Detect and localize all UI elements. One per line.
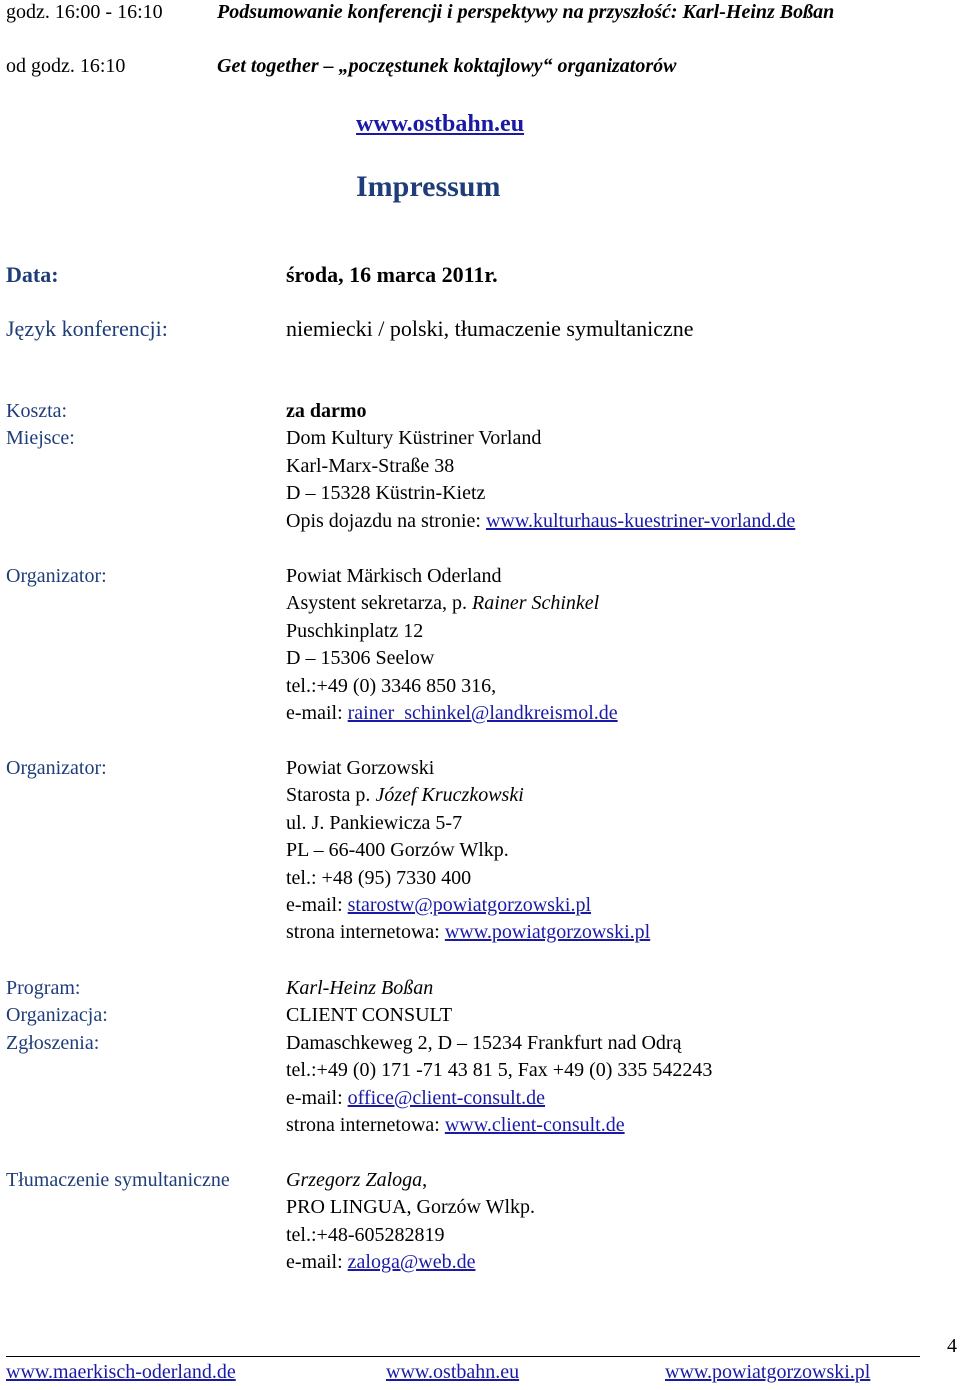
organizer1-assistant-name: Rainer Schinkel: [472, 592, 600, 615]
organizer2-email-link[interactable]: starostw@powiatgorzowski.pl: [347, 893, 592, 916]
organizer2-web-link[interactable]: www.powiatgorzowski.pl: [444, 921, 651, 944]
translation-tel: tel.:+48-605282819: [286, 1223, 445, 1246]
program-email-link[interactable]: office@client-consult.de: [347, 1086, 546, 1109]
organizer1-street: Puschkinplatz 12: [286, 619, 424, 642]
schedule-title-1: Podsumowanie konferencji i perspektywy na przyszłość: Karl-Heinz Boßan: [217, 1, 835, 23]
organizer1-city: D – 15306 Seelow: [286, 647, 435, 670]
organizer1-name: Powiat Märkisch Oderland: [286, 565, 502, 587]
kulturhaus-link[interactable]: www.kulturhaus-kuestriner-vorland.de: [485, 509, 796, 532]
footer-link-maerkisch[interactable]: www.maerkisch-oderland.de: [6, 1361, 236, 1383]
translation-email-link[interactable]: zaloga@web.de: [347, 1251, 476, 1274]
organizer1-email-line: e-mail: rainer_schinkel@landkreismol.de: [286, 701, 618, 724]
program-person: Karl-Heinz Boßan: [286, 977, 434, 999]
schedule-title-2: Get together – „poczęstunek koktajlowy“ organizatorów: [217, 55, 677, 77]
page-number: 4: [947, 1335, 957, 1357]
organizer2-name: Powiat Gorzowski: [286, 757, 435, 779]
organizacja-label: Organizacja:: [6, 1004, 108, 1027]
organizer1-assistant: Asystent sekretarza, p. Rainer Schinkel: [286, 592, 600, 615]
organizer2-email-line: e-mail: starostw@powiatgorzowski.pl: [286, 893, 592, 916]
program-web-link[interactable]: www.client-consult.de: [444, 1113, 625, 1136]
program-label: Program:: [6, 977, 81, 999]
footer-link-ostbahn[interactable]: www.ostbahn.eu: [386, 1361, 520, 1383]
venue-directions: [286, 508, 795, 535]
data-value: środa, 16 marca 2011r.: [286, 262, 498, 287]
schedule-time-1: godz. 16:00 - 16:10: [6, 1, 163, 23]
translation-label-col: [6, 1167, 230, 1194]
translation-email-line: e-mail: zaloga@web.de: [286, 1251, 476, 1274]
venue-street: Karl-Marx-Straße 38: [286, 454, 455, 477]
language-label: Język konferencji:: [6, 316, 168, 341]
organizer2-tel: tel.: +48 (95) 7330 400: [286, 866, 472, 889]
koszta-label: Koszta:: [6, 400, 68, 422]
venue-labels: [6, 398, 75, 453]
organizer2-label: Organizator:: [6, 757, 107, 779]
organizer1-block: [286, 563, 618, 727]
directions-prefix: Opis dojazdu na stronie:: [286, 509, 486, 532]
organizer2-block: [286, 755, 650, 947]
organizer1-label-col: [6, 563, 107, 590]
translation-person: Grzegorz Zaloga: [286, 1169, 423, 1191]
program-tel: tel.:+49 (0) 171 -71 43 81 5, Fax +49 (0) 335 542243: [286, 1059, 713, 1082]
footer-link-powiat[interactable]: www.powiatgorzowski.pl: [665, 1361, 871, 1383]
translation-person-line: Grzegorz Zaloga,: [286, 1169, 428, 1191]
program-label-col: [6, 975, 108, 1057]
organizer2-city: PL – 66-400 Gorzów Wlkp.: [286, 839, 509, 862]
organizer2-street: ul. J. Pankiewicza 5-7: [286, 811, 463, 834]
translation-label: Tłumaczenie symultaniczne: [6, 1169, 230, 1191]
organizer2-starosta: Starosta p. Józef Kruczkowski: [286, 784, 524, 807]
organizer2-label-col: [6, 755, 107, 782]
program-address: Damaschkeweg 2, D – 15234 Frankfurt nad Odrą: [286, 1031, 682, 1054]
organizer2-starosta-name: Józef Kruczkowski: [375, 784, 524, 807]
data-label: Data:: [6, 262, 59, 287]
translation-block: [286, 1167, 535, 1277]
venue-block: [286, 398, 795, 535]
organizer2-web-line: strona internetowa: www.powiatgorzowski.pl: [286, 921, 651, 944]
organizer1-label: Organizator:: [6, 565, 107, 587]
program-email-line: e-mail: office@client-consult.de: [286, 1086, 546, 1109]
organizer1-email-link[interactable]: rainer_schinkel@landkreismol.de: [347, 701, 618, 724]
schedule-time-2: od godz. 16:10: [6, 55, 126, 77]
venue-name: Dom Kultury Küstriner Vorland: [286, 427, 542, 450]
venue-city: D – 15328 Küstrin-Kietz: [286, 482, 486, 505]
translation-company: PRO LINGUA, Gorzów Wlkp.: [286, 1196, 536, 1219]
program-company: CLIENT CONSULT: [286, 1004, 453, 1027]
zgloszenia-label: Zgłoszenia:: [6, 1031, 100, 1054]
program-web-line: strona internetowa: www.client-consult.de: [286, 1113, 625, 1136]
koszta-value: za darmo: [286, 400, 367, 422]
footer-divider: [6, 1356, 920, 1357]
miejsce-label: Miejsce:: [6, 427, 75, 450]
language-value: niemiecki / polski, tłumaczenie symultaniczne: [286, 316, 694, 341]
program-block: [286, 975, 712, 1139]
impressum-heading: Impressum: [356, 170, 501, 203]
organizer1-tel: tel.:+49 (0) 3346 850 316,: [286, 674, 497, 697]
ostbahn-link[interactable]: www.ostbahn.eu: [356, 111, 525, 137]
